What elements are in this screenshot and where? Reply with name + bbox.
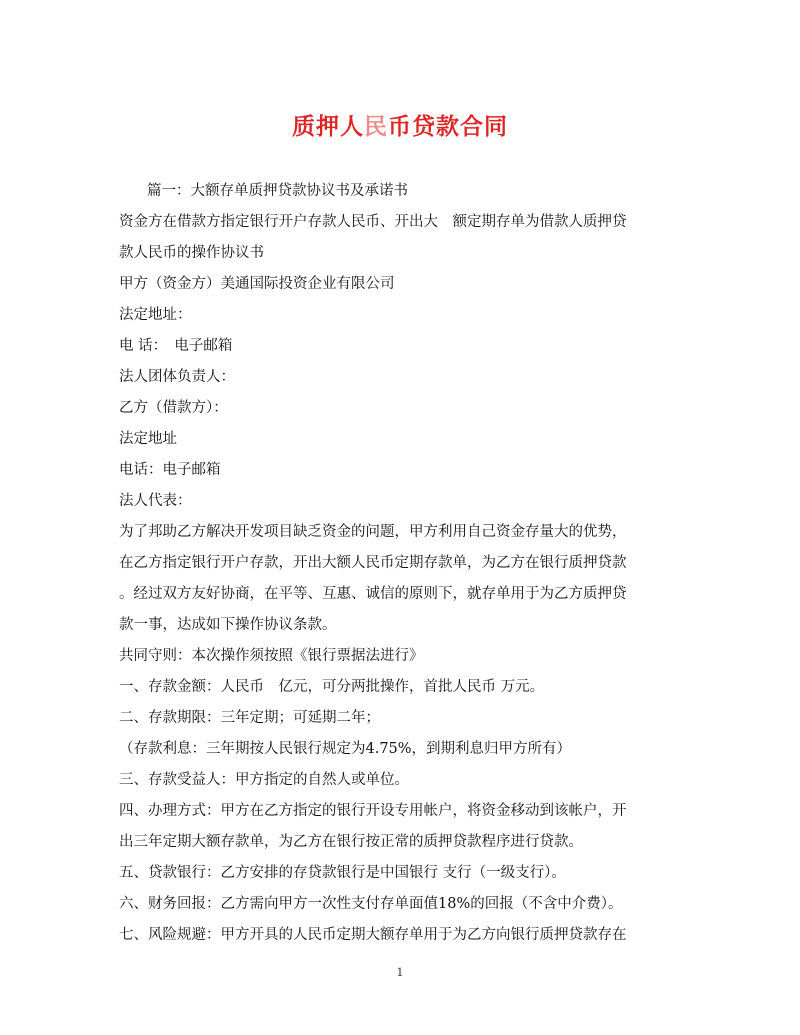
clause-line: 出三年定期大额存款单，为乙方在银行按正常的质押贷款程序进行贷款。 xyxy=(119,834,583,850)
title-part-1: 质押人 xyxy=(292,113,364,140)
title-part-3: 币贷款合同 xyxy=(388,113,508,140)
clause-line: 四、办理方式：甲方在乙方指定的银行开设专用帐户，将资金移动到该帐户，开 xyxy=(119,803,627,819)
party-a-representative: 法人团体负责人： xyxy=(119,369,235,385)
paragraph-line: 资金方在借款方指定银行开户存款人民币、开出大 额定期存单为借款人质押贷 xyxy=(119,214,627,230)
party-b-phone: 电话：电子邮箱 xyxy=(119,462,221,478)
title-part-2: 民 xyxy=(364,113,388,140)
paragraph-line: 。经过双方友好协商，在平等、互惠、诚信的原则下，就存单用于为乙方质押贷 xyxy=(119,586,627,602)
paragraph-line: 为了邦助乙方解决开发项目缺乏资金的问题，甲方利用自己资金存量大的优势， xyxy=(119,524,627,540)
clause-line: （存款利息：三年期按人民银行规定为4.75%，到期利息归甲方所有） xyxy=(119,741,572,757)
clause-line: 一、存款金额：人民币 亿元，可分两批操作，首批人民币 万元。 xyxy=(119,679,545,695)
party-a-line: 甲方（资金方）美通国际投资企业有限公司 xyxy=(119,276,395,292)
paragraph-line: 在乙方指定银行开户存款，开出大额人民币定期存款单，为乙方在银行质押贷款 xyxy=(119,555,627,571)
clause-line: 五、贷款银行：乙方安排的存贷款银行是中国银行 支行（一级支行）。 xyxy=(119,865,566,881)
document-title xyxy=(0,108,800,141)
section-heading: 篇一：大额存单质押贷款协议书及承诺书 xyxy=(147,183,408,199)
party-b-representative: 法人代表： xyxy=(119,493,192,509)
clause-line: 二、存款期限：三年定期；可延期二年； xyxy=(119,710,380,726)
clause-line: 六、财务回报：乙方需向甲方一次性支付存单面值18%的回报（不含中介费）。 xyxy=(119,896,623,912)
clause-line: 七、风险规避：甲方开具的人民币定期大额存单用于为乙方向银行质押贷款存在 xyxy=(119,927,627,943)
paragraph-line: 共同守则：本次操作须按照《银行票据法进行》 xyxy=(119,648,424,664)
party-a-phone: 电 话： 电子邮箱 xyxy=(119,338,233,354)
paragraph-line: 款一事，达成如下操作协议条款。 xyxy=(119,617,337,633)
party-b-line: 乙方（借款方）： xyxy=(119,400,228,416)
clause-line: 三、存款受益人：甲方指定的自然人或单位。 xyxy=(119,772,409,788)
page-number: 1 xyxy=(396,966,404,979)
paragraph-line: 款人民币的操作协议书 xyxy=(119,245,264,261)
document-body xyxy=(119,176,689,951)
party-a-address: 法定地址： xyxy=(119,307,192,323)
party-b-address: 法定地址 xyxy=(119,431,177,447)
